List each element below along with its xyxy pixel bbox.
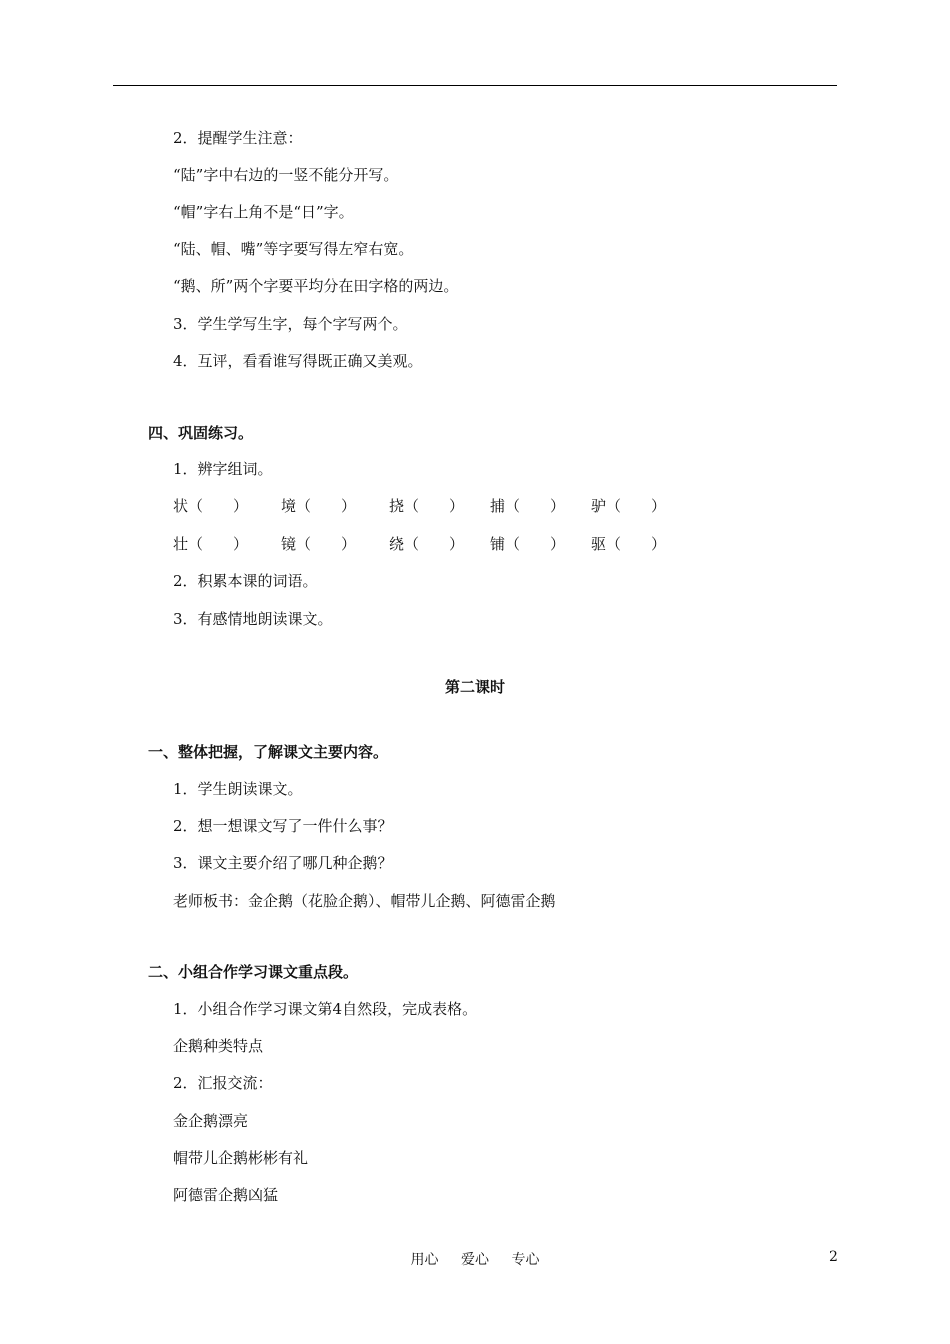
word-blank: 捕（ ） bbox=[490, 497, 566, 515]
text-line: 企鹅种类特点 bbox=[173, 1037, 264, 1055]
word-blank: 状（ ） bbox=[173, 497, 249, 515]
word-blank: 壮（ ） bbox=[173, 535, 249, 553]
text-line: “陆、帽、嘴”等字要写得左窄右宽。 bbox=[173, 240, 414, 258]
text-line: “帽”字右上角不是“日”字。 bbox=[173, 203, 354, 221]
text-line: “鹅、所”两个字要平均分在田字格的两边。 bbox=[173, 277, 459, 295]
word-blank: 铺（ ） bbox=[490, 535, 566, 553]
text-line: 2．提醒学生注意： bbox=[173, 129, 303, 147]
text-line: 1．小组合作学习课文第4自然段，完成表格。 bbox=[173, 1000, 478, 1018]
word-blank: 驱（ ） bbox=[591, 535, 667, 553]
text-line: 3．学生学写生字，每个字写两个。 bbox=[173, 315, 408, 333]
section-heading: 四、巩固练习。 bbox=[148, 424, 254, 442]
text-line: 3．课文主要介绍了哪几种企鹅？ bbox=[173, 854, 393, 872]
footer-word: 专心 bbox=[511, 1252, 540, 1268]
section-heading: 二、小组合作学习课文重点段。 bbox=[148, 963, 359, 981]
section-heading: 一、整体把握，了解课文主要内容。 bbox=[148, 743, 389, 761]
text-line: 帽带儿企鹅彬彬有礼 bbox=[173, 1149, 309, 1167]
word-blank: 绕（ ） bbox=[389, 535, 465, 553]
text-line: 老师板书：金企鹅（花脸企鹅）、帽带儿企鹅、阿德雷企鹅 bbox=[173, 892, 556, 910]
word-blank: 镜（ ） bbox=[281, 535, 357, 553]
word-blank: 驴（ ） bbox=[591, 497, 667, 515]
header-rule bbox=[113, 85, 837, 86]
text-line: 金企鹅漂亮 bbox=[173, 1112, 249, 1130]
word-blank: 挠（ ） bbox=[389, 497, 465, 515]
text-line: 阿德雷企鹅凶猛 bbox=[173, 1186, 279, 1204]
page-footer bbox=[0, 1249, 950, 1269]
text-line: 2．想一想课文写了一件什么事？ bbox=[173, 817, 393, 835]
text-line: 2．汇报交流： bbox=[173, 1074, 273, 1092]
text-line: 1．学生朗读课文。 bbox=[173, 780, 303, 798]
footer-word: 爱心 bbox=[461, 1252, 489, 1268]
text-line: 2．积累本课的词语。 bbox=[173, 572, 318, 590]
footer-word: 用心 bbox=[410, 1252, 439, 1268]
text-line: 1．辨字组词。 bbox=[173, 460, 273, 478]
text-line: “陆”字中右边的一竖不能分开写。 bbox=[173, 166, 399, 184]
text-line: 4．互评，看看谁写得既正确又美观。 bbox=[173, 352, 423, 370]
text-line: 3．有感情地朗读课文。 bbox=[173, 610, 333, 628]
page-number: 2 bbox=[829, 1249, 838, 1265]
word-blank: 境（ ） bbox=[281, 497, 357, 515]
lesson-title: 第二课时 bbox=[444, 678, 505, 696]
